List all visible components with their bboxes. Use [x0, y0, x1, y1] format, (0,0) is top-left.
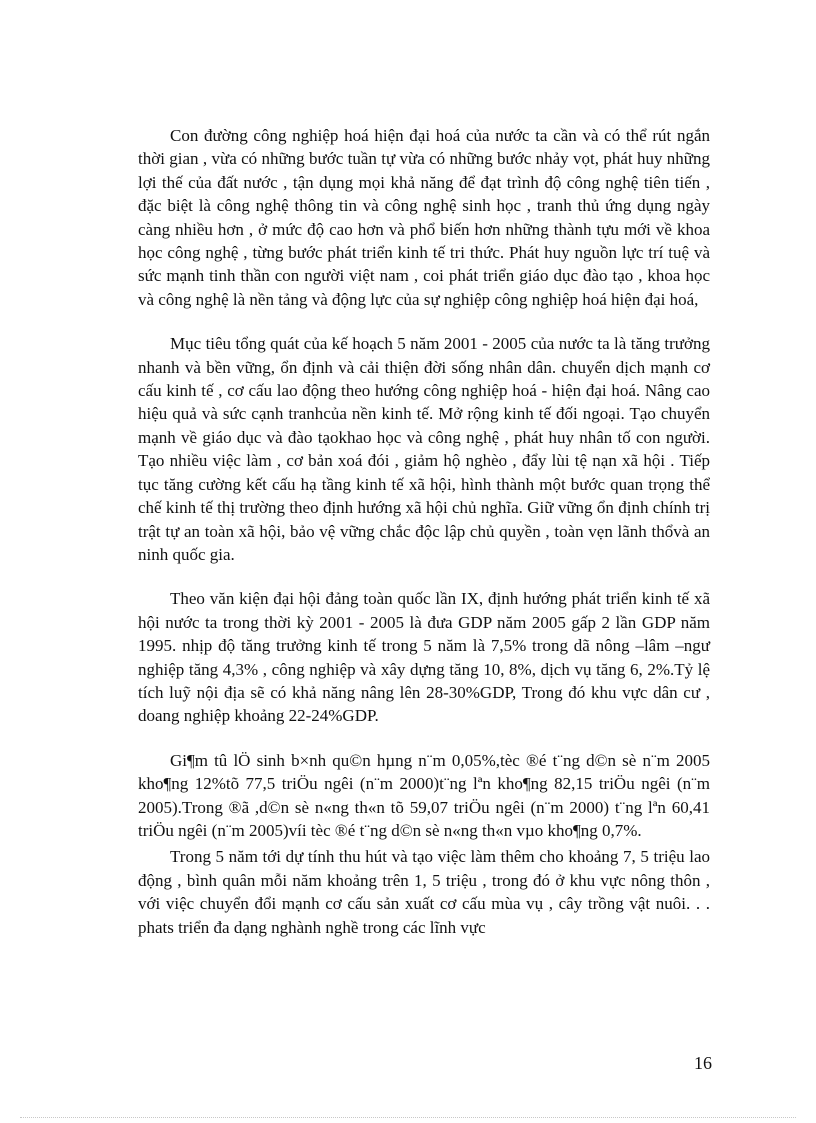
paragraph-five-year-goals: Mục tiêu tổng quát của kế hoạch 5 năm 2001 - 2005 của nước ta là tăng trưởng nhanh và bền vững, ổn định và cải thiện đời sống nhân dân. chuyển dịch mạnh cơ cấu kinh tế , cơ cấu lao động theo hướng công nghiệp hoá - hiện đại hoá. Nâng cao hiệu quả và sức cạnh tranhcủa nền kinh tế. Mở rộng kinh tế đối ngoại. Tạo chuyển mạnh về giáo dục và đào tạokhao học và công nghệ , phát huy nhân tố con người. Tạo nhiều việc làm , cơ bản xoá đói , giảm hộ nghèo , đẩy lùi tệ nạn xã hội . Tiếp tục tăng cường kết cấu hạ tầng kinh tế xã hội, hình thành một bước quan trọng thể chế kinh tế thị trường theo định hướng xã hội chủ nghĩa. Giữ vững ổn định chính trị trật tự an toàn xã hội, bảo vệ vững chắc độc lập chủ quyền , toàn vẹn lãnh thổvà an ninh quốc gia.	[138, 334, 710, 564]
paragraph-industrialization: Con đường công nghiệp hoá hiện đại hoá của nước ta cần và có thể rút ngắn thời gian , vừa có những bước tuần tự vừa có những bước nhảy vọt, phát huy những lợi thế của đất nước , tận dụng mọi khả năng để đạt trình độ công nghệ tiên tiến , đặc biệt là công nghệ thông tin và công nghệ sinh học , tranh thủ ứng dụng ngày càng nhiều hơn , ở mức độ cao hơn và phổ biến hơn những thành tựu mới về khoa học công nghệ , từng bước phát triển kinh tế tri thức. Phát huy nguồn lực trí tuệ và sức mạnh tinh thần con người việt nam , coi phát triển giáo dục đào tạo , khoa học và công nghệ là nền tảng và động lực của sự nghiệp công nghiệp hoá hiện đại hoá,	[138, 126, 710, 309]
paragraph-congress-orientation: Theo văn kiện đại hội đảng toàn quốc lần IX, định hướng phát triển kinh tế xã hội nước ta trong thời kỳ 2001 - 2005 là đưa GDP năm 2005 gấp 2 lần GDP năm 1995. nhịp độ tăng trưởng kinh tế trong 5 năm là 7,5% trong dã nông –lâm –ngư nghiệp tăng 4,3% , công nghiệp và xây dựng tăng 10, 8%, dịch vụ tăng 6, 2%.Tỷ lệ tích luỹ nội địa sẽ có khả năng nâng lên 28-30%GDP, Trong đó khu vực dân cư , doang nghiệp khoảng 22-24%GDP.	[138, 589, 710, 726]
page-number: 16	[694, 1053, 712, 1073]
paragraph-employment: Trong 5 năm tới dự tính thu hút và tạo việc làm thêm cho khoảng 7, 5 triệu lao động , bình quân mỗi năm khoảng trên 1, 5 triệu , trong đó ở khu vực nông thôn , với việc chuyển đổi mạnh cơ cấu sản xuất cơ cấu mùa vụ , cây trồng vật nuôi. . . phats triển đa dạng nghành nghề trong các lĩnh vực	[138, 847, 710, 937]
page-bottom-border	[20, 1117, 796, 1118]
document-body	[138, 124, 710, 939]
paragraph-population: Gi¶m tû lÖ sinh b×nh qu©n hµng n¨m 0,05%,tèc ®é t¨ng d©n sè n¨m 2005 kho¶ng 12%tõ 77,5 triÖu ngêi (n¨m 2000)t¨ng lªn kho¶ng 82,15 triÖu ngêi (n¨m 2005).Trong ®ã ,d©n sè n«ng th«n tõ 59,07 triÖu ngêi (n¨m 2000) t¨ng lªn 60,41 triÖu ngêi (n¨m 2005)víi tèc ®é t¨ng d©n sè n«ng th«n vµo kho¶ng 0,7%.	[138, 750, 710, 840]
